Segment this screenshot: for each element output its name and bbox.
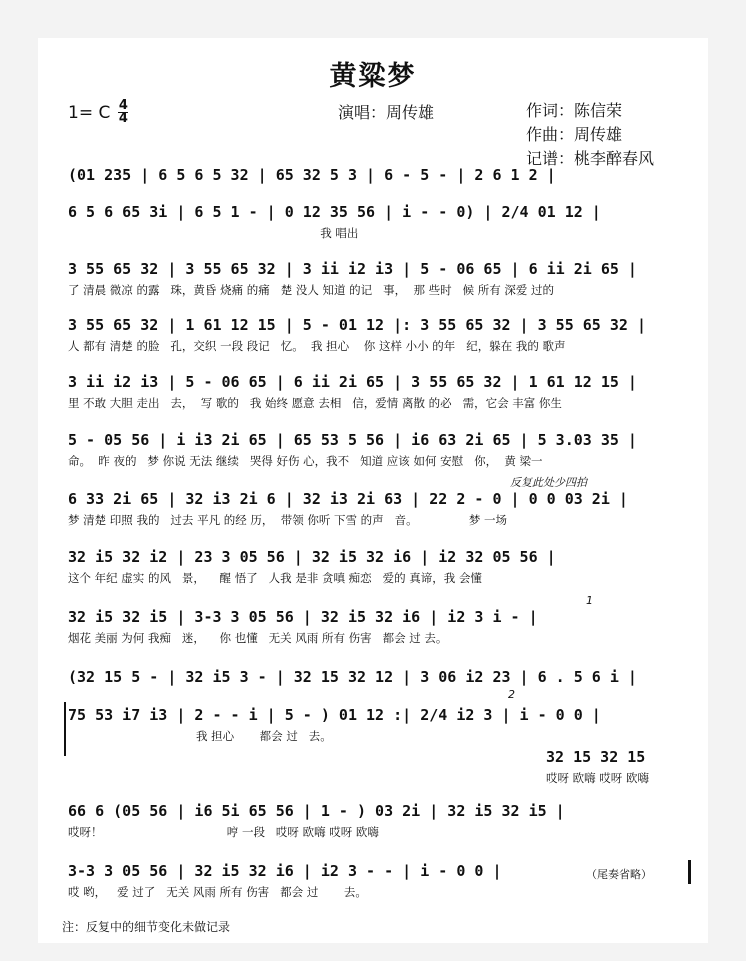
lyric-row-4: 人 都有 清楚 的脸 孔，交织 一段 段记 忆。 我 担心 你 这样 小小 的年 纪，躲在 我的 歌声 <box>68 339 566 353</box>
time-signature <box>118 100 128 125</box>
key-label: 1= C <box>68 102 111 123</box>
notation-row-6: 5 - 05 56 | i i3 2i 65 | 65 53 5 56 | i6 63 2i 65 | 5 3.03 35 | <box>68 431 637 449</box>
song-title: 黄粱梦 <box>329 61 417 92</box>
singer-credit: 演唱：周传雄 <box>338 103 435 122</box>
lyric-row-13: 哎呀！ 哼 一段 哎呀 欧嗨 哎呀 欧嗨 <box>68 825 379 839</box>
lyric-row-5: 里 不敢 大胆 走出 去， 写 歌的 我 始终 愿意 去相 信，爱情 离散 的必 需，它会 丰富 你生 <box>68 396 562 410</box>
lyric-row-6: 命。 昨 夜的 梦 你说 无法 继续 哭得 好伤 心，我不 知道 应该 如何 安慰 你， 黄 梁一 <box>68 454 543 468</box>
notation-row-11: 75 53 i7 i3 | 2 - - i | 5 - ) 01 12 :| 2/4 i2 3 | i - 0 0 | <box>68 706 601 724</box>
notation-row-4: 3 55 65 32 | 1 61 12 15 | 5 - 01 12 |: 3 55 65 32 | 3 55 65 32 | <box>68 316 646 334</box>
lyric-row-8: 这个 年纪 虚实 的风 景， 醒 悟了 人我 是非 贪嗔 痴恋 爱的 真谛，我 会懂 <box>68 571 482 585</box>
notation-row-9: 32 i5 32 i5 | 3-3 3 05 56 | 32 i5 32 i6 | i2 3 i - | <box>68 608 538 626</box>
notation-row-7: 6 33 2i 65 | 32 i3 2i 6 | 32 i3 2i 63 | 22 2 - 0 | 0 0 03 2i | <box>68 490 628 508</box>
lyricist-credit: 作词：陈信荣 <box>526 101 623 120</box>
lyric-row-3: 了 清晨 微凉 的露 珠，黄昏 烧痛 的痛 楚 没人 知道 的记 事， 那 些时 候 所有 深爱 过的 <box>68 283 555 297</box>
notation-row-3: 3 55 65 32 | 3 55 65 32 | 3 ii i2 i3 | 5 - 06 65 | 6 ii 2i 65 | <box>68 260 637 278</box>
final-barline <box>688 860 691 884</box>
lyric-row-11: 我 担心 都会 过 去。 <box>68 729 332 743</box>
lyric-row-14: 哎 哟， 爱 过了 无关 风雨 所有 伤害 都会 过 去。 <box>68 885 367 899</box>
notation-row-10: (32 15 5 - | 32 i5 3 - | 32 15 32 12 | 3 06 i2 23 | 6 . 5 6 i | <box>68 668 637 686</box>
notation-row-13: 66 6 (05 56 | i6 5i 65 56 | 1 - ) 03 2i | 32 i5 32 i5 | <box>68 802 565 820</box>
notation-row-12: 32 15 32 15 <box>546 748 646 766</box>
notation-row-14: 3-3 3 05 56 | 32 i5 32 i6 | i2 3 - - | i - 0 0 | <box>68 862 502 880</box>
composer-credit: 作曲：周传雄 <box>526 125 623 144</box>
outro-note: （尾奏省略） <box>586 868 652 881</box>
ending-2-mark: 2 <box>508 688 515 701</box>
lyric-row-2: 我 唱出 <box>68 226 359 240</box>
lyric-row-9: 烟花 美丽 为何 我痴 迷， 你 也懂 无关 风雨 所有 伤害 都会 过 去。 <box>68 631 448 645</box>
music-sheet <box>38 38 708 943</box>
footer-note: 注：反复中的细节变化未做记录 <box>62 920 231 934</box>
notation-row-5: 3 ii i2 i3 | 5 - 06 65 | 6 ii 2i 65 | 3 55 65 32 | 1 61 12 15 | <box>68 373 637 391</box>
section-bar <box>64 702 66 756</box>
time-sig-bottom: 4 <box>118 111 128 126</box>
transcriber-credit: 记谱：桃李醉春风 <box>526 149 655 168</box>
notation-row-8: 32 i5 32 i2 | 23 3 05 56 | 32 i5 32 i6 | i2 32 05 56 | <box>68 548 556 566</box>
ending-1-mark: 1 <box>586 594 593 607</box>
key-signature <box>68 100 128 125</box>
repeat-note: 反复此处少四拍 <box>510 476 587 489</box>
time-sig-top: 4 <box>118 98 128 113</box>
lyric-row-12: 哎呀 欧嗨 哎呀 欧嗨 <box>546 771 649 785</box>
lyric-row-7: 梦 清楚 印照 我的 过去 平凡 的经 历， 带领 你听 下雪 的声 音。 梦 一场 <box>68 513 507 527</box>
notation-row-2: 6 5 6 65 3i | 6 5 1 - | 0 12 35 56 | i - - 0) | 2/4 01 12 | <box>68 203 601 221</box>
notation-row-1: (01 235 | 6 5 6 5 32 | 65 32 5 3 | 6 - 5 - | 2 6 1 2 | <box>68 166 556 184</box>
